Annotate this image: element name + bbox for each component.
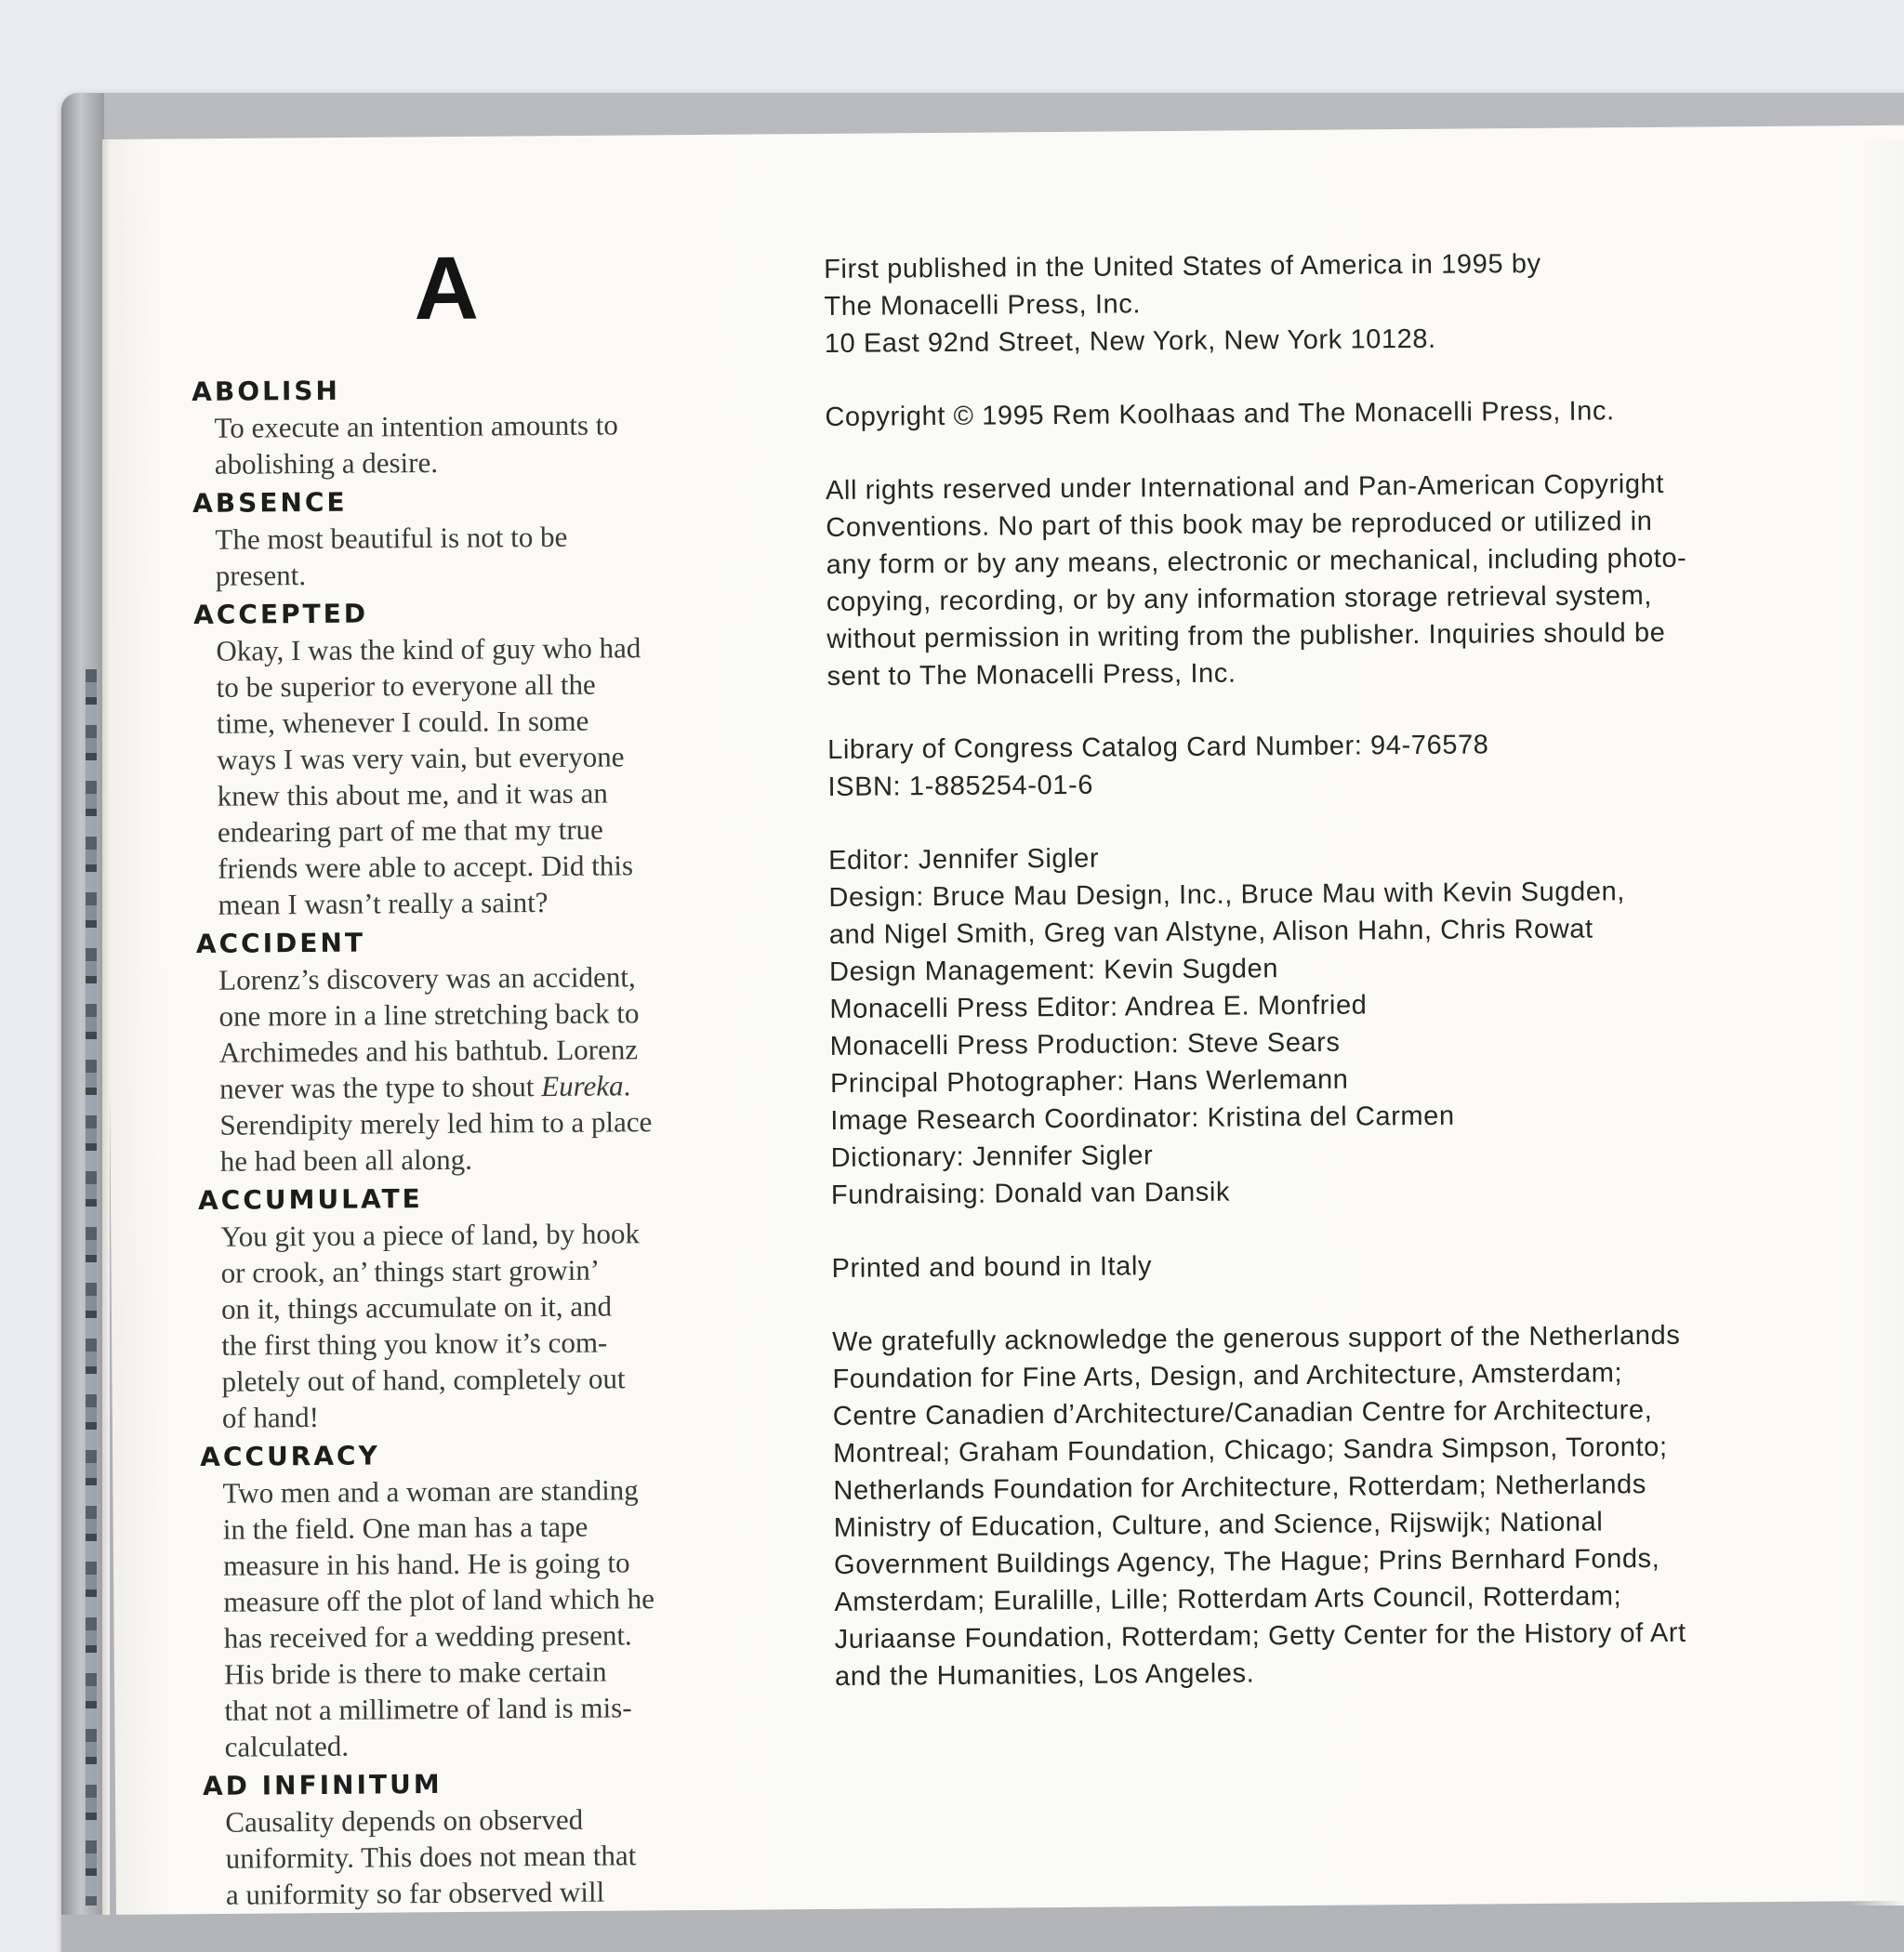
definition-line: the first thing you know it’s com-: [221, 1326, 608, 1362]
colophon-line: All rights reserved under International and Pan-American Copyright: [825, 468, 1665, 506]
colophon-line: Ministry of Education, Culture, and Science, Rijswijk; National: [833, 1507, 1604, 1543]
page-gutter: [102, 139, 110, 1915]
colophon-line: any form or by any means, electronic or mechanical, including photo-: [826, 543, 1687, 580]
page-edge-shade: [1848, 139, 1904, 1906]
dictionary-column: [191, 238, 724, 1917]
colophon-line: sent to The Monacelli Press, Inc.: [826, 658, 1236, 692]
definition-line: abolishing a desire.: [214, 445, 439, 481]
definition-line: Causality depends on observed: [225, 1802, 584, 1839]
definition-line: [219, 1067, 718, 1107]
credit-line: and Nigel Smith, Greg van Alstyne, Alison Hahn, Chris Rowat: [828, 914, 1593, 950]
acknowledgment: [832, 1316, 1765, 1695]
dictionary-entry-ad-infinitum: [203, 1765, 724, 1913]
definition-line: that not a millimetre of land is mis-: [224, 1691, 632, 1727]
italic-word: Eureka: [541, 1069, 624, 1103]
dictionary-entry-accepted: [193, 594, 717, 923]
definition-line: of hand!: [221, 1400, 320, 1434]
colophon-line: Library of Congress Catalog Card Number: 94-76578: [827, 730, 1489, 765]
colophon-line: Juriaanse Foundation, Rotterdam; Getty Center for the History of Art: [834, 1617, 1686, 1655]
definition-line: knew this about me, and it was an: [217, 776, 608, 812]
definition-line: To execute an intention amounts to: [214, 408, 618, 444]
rights-notice: [826, 465, 1757, 695]
definition-line: mean I wasn’t really a saint?: [218, 886, 549, 921]
credit-line: Principal Photographer: Hans Werlemann: [829, 1064, 1349, 1099]
colophon-line: 10 East 92nd Street, New York, New York 10128.: [824, 323, 1436, 359]
definition-text: .: [623, 1069, 631, 1102]
dictionary-entry-accumulate: [198, 1180, 721, 1436]
cover-edge: [61, 93, 104, 1915]
colophon-line: copying, recording, or by any information storage retrieval system,: [826, 581, 1653, 617]
colophon-line: Printed and bound in Italy: [831, 1251, 1153, 1284]
colophon-line: Netherlands Foundation for Architecture, Rotterdam; Netherlands: [833, 1470, 1646, 1506]
definition-line: to be superior to everyone all the: [216, 667, 596, 704]
entry-term: ABSENCE: [192, 486, 348, 519]
colophon-line: First published in the United States of America in 1995 by: [824, 248, 1541, 284]
colophon-line: Montreal; Graham Foundation, Chicago; Sandra Simpson, Toronto;: [833, 1431, 1668, 1469]
credit-line: Monacelli Press Production: Steve Sears: [829, 1027, 1341, 1062]
definition-line: has received for a wedding present.: [223, 1618, 632, 1655]
colophon-line: without permission in writing from the publisher. Inquiries should be: [826, 617, 1666, 654]
dictionary-entry-abolish: [192, 371, 713, 482]
entry-definition: [225, 1800, 724, 1913]
definition-line: ways I was very vain, but everyone: [217, 740, 625, 776]
printed-info: [831, 1243, 1761, 1287]
definition-line: measure off the plot of land which he: [223, 1582, 655, 1618]
definition-line: Two men and a woman are standing: [222, 1473, 639, 1510]
definition-line: one more in a line stretching back to: [218, 996, 640, 1033]
definition-line: measure in his hand. He is going to: [223, 1546, 630, 1582]
entry-term: ACCIDENT: [195, 927, 366, 959]
colophon-line: Copyright © 1995 Rem Koolhaas and The Monacelli Press, Inc.: [825, 396, 1615, 432]
section-letter: A: [413, 238, 480, 339]
publication-info: [824, 244, 1754, 363]
definition-line: endearing part of me that my true: [217, 812, 603, 849]
entry-term: ABOLISH: [192, 375, 341, 407]
credit-line: Image Research Coordinator: Kristina del Carmen: [830, 1101, 1455, 1136]
definition-line: Lorenz’s discovery was an accident,: [218, 960, 636, 996]
colophon-line: Foundation for Fine Arts, Design, and Architecture, Amsterdam;: [832, 1358, 1623, 1394]
entry-definition: [220, 1215, 721, 1436]
colophon-line: Conventions. No part of this book may be reproduced or utilized in: [826, 507, 1653, 543]
credit-line: Monacelli Press Editor: Andrea E. Monfried: [829, 990, 1368, 1024]
definition-line: a uniformity so far observed will: [225, 1875, 605, 1911]
entry-definition: [216, 629, 716, 923]
definition-line: or crook, an’ things start growin’: [220, 1253, 601, 1289]
definition-line: calculated.: [224, 1729, 350, 1763]
entry-definition: [218, 958, 719, 1180]
entry-definition: [222, 1471, 722, 1765]
definition-line: Archimedes and his bathtub. Lorenz: [218, 1033, 639, 1069]
colophon-line: Centre Canadien d’Architecture/Canadian Centre for Architecture,: [832, 1395, 1653, 1431]
definition-line: The most beautiful is not to be: [215, 520, 568, 556]
entry-term: AD INFINITUM: [202, 1768, 443, 1801]
colophon-column: [824, 244, 1765, 1732]
credit-line: Design: Bruce Mau Design, Inc., Bruce Mau with Kevin Sugden,: [828, 877, 1626, 913]
colophon-line: Amsterdam; Euralille, Lille; Rotterdam Arts Council, Rotterdam;: [834, 1581, 1622, 1617]
credit-line: Dictionary: Jennifer Sigler: [830, 1141, 1154, 1173]
catalog-info: [827, 724, 1758, 806]
definition-line: His bride is there to make certain: [223, 1655, 607, 1691]
credit-line: Design Management: Kevin Sugden: [828, 954, 1279, 987]
dictionary-entry-absence: [192, 482, 714, 594]
dictionary-entry-accuracy: [200, 1436, 723, 1765]
definition-line: he had been all along.: [219, 1142, 473, 1178]
definition-line: Okay, I was the kind of guy who had: [216, 631, 641, 667]
colophon-line: and the Humanities, Los Angeles.: [834, 1658, 1255, 1692]
definition-line: present.: [215, 559, 307, 592]
dictionary-entry-accident: [196, 923, 719, 1180]
definition-line: You git you a piece of land, by hook: [220, 1217, 641, 1253]
entry-term: ACCUMULATE: [197, 1183, 423, 1216]
definition-line: Serendipity merely led him to a place: [219, 1105, 653, 1141]
credit-line: Fundraising: Donald van Dansik: [830, 1177, 1231, 1210]
definition-line: on it, things accumulate on it, and: [220, 1289, 613, 1326]
colophon-line: Government Buildings Agency, The Hague; Prins Bernhard Fonds,: [833, 1543, 1660, 1580]
entry-term: ACCEPTED: [192, 598, 369, 630]
copyright-notice: [825, 391, 1754, 436]
colophon-line: ISBN: 1-885254-01-6: [827, 770, 1094, 802]
credits-list: [828, 835, 1761, 1214]
definition-line: uniformity. This does not mean that: [225, 1839, 637, 1875]
spine-strip: [86, 669, 97, 1906]
definition-line: in the field. One man has a tape: [222, 1510, 588, 1546]
colophon-line: The Monacelli Press, Inc.: [824, 289, 1142, 322]
entry-definition: [215, 518, 714, 594]
definition-line: friends were able to accept. Did this: [218, 849, 634, 885]
colophon-line: We gratefully acknowledge the generous support of the Netherlands: [832, 1320, 1681, 1357]
entry-definition: [214, 406, 713, 482]
entry-term: ACCURACY: [200, 1440, 380, 1472]
definition-line: time, whenever I could. In some: [216, 704, 589, 740]
definition-text: never was the type to shout: [218, 1070, 542, 1105]
definition-line: pletely out of hand, completely out: [221, 1362, 626, 1398]
credit-line: Editor: Jennifer Sigler: [828, 843, 1100, 876]
